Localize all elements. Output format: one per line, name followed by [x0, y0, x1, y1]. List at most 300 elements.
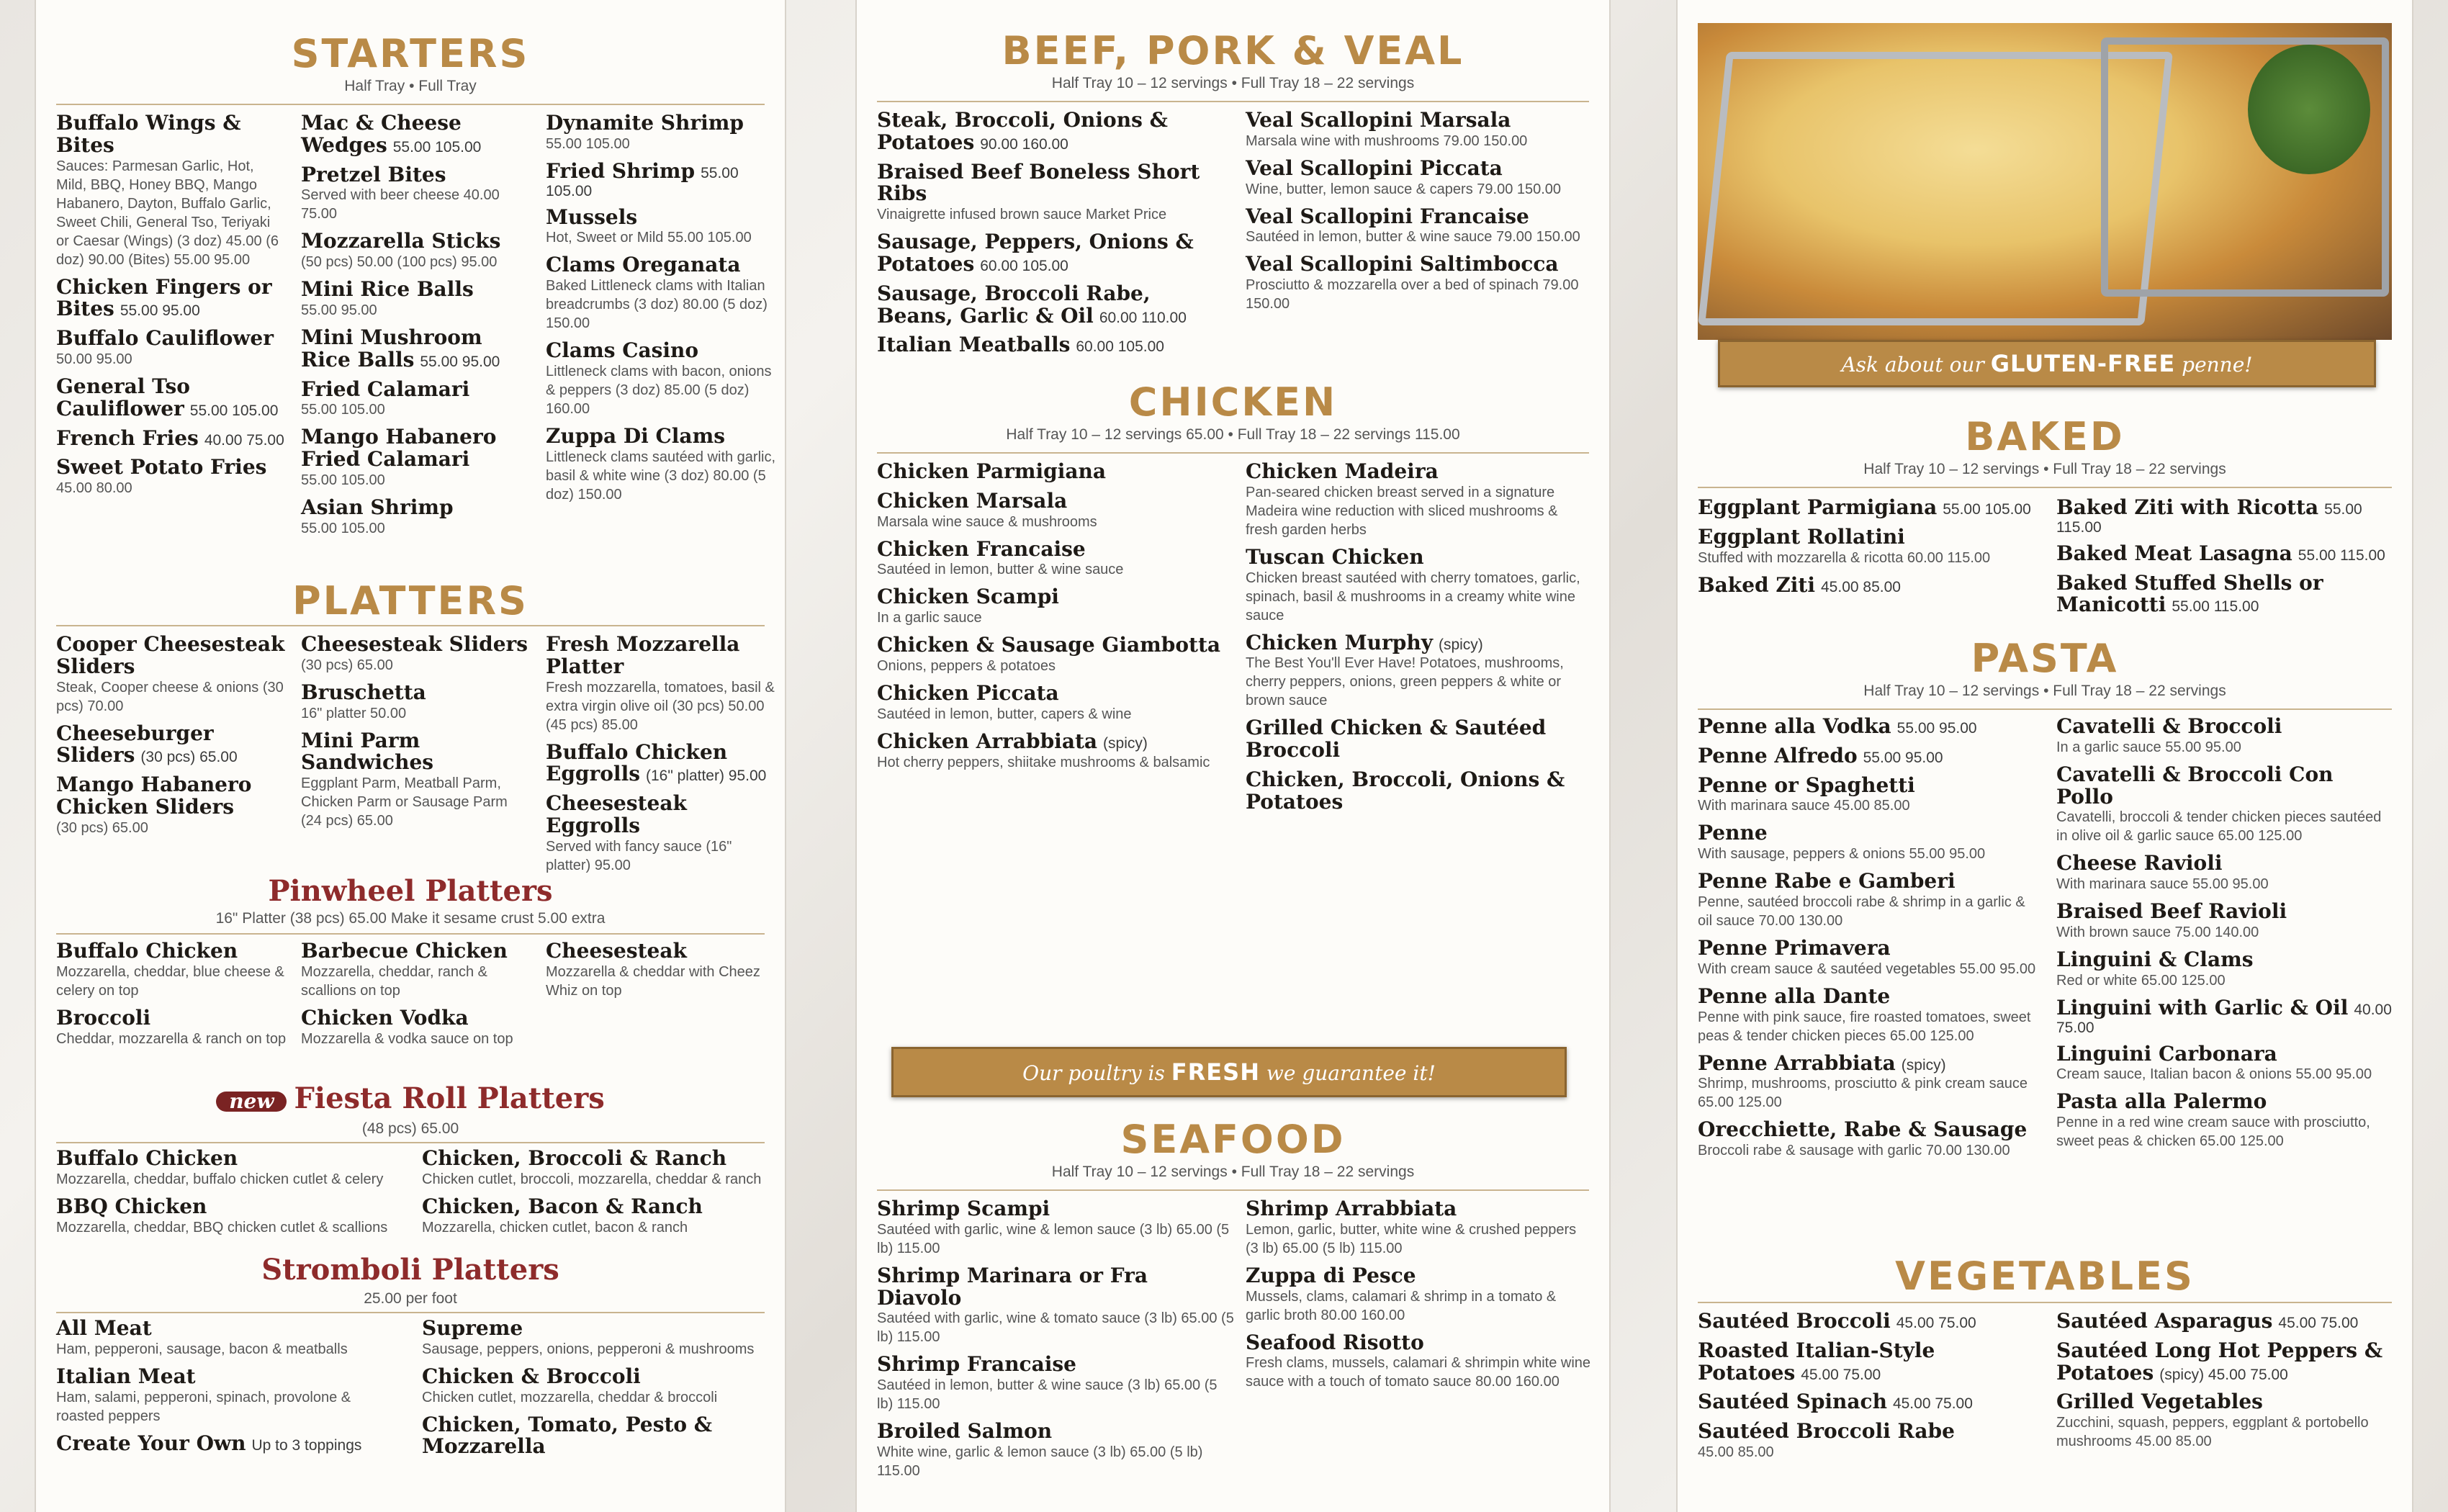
- menu-item-name: Supreme: [422, 1316, 523, 1340]
- menu-item: [301, 1007, 531, 1048]
- divider: [1698, 487, 2392, 488]
- menu-item-description: Sautéed in lemon, butter & wine sauce: [877, 562, 1124, 578]
- section-subtitle-pasta: Half Tray 10 – 12 servings • Full Tray 18 – 22 servings: [1863, 683, 2226, 699]
- menu-item-name: Sautéed Long Hot Peppers & Potatoes: [2056, 1338, 2383, 1385]
- menu-item-name: Baked Stuffed Shells or Manicotti: [2056, 570, 2323, 617]
- menu-item-price: 45.00 75.00: [2278, 1315, 2359, 1331]
- divider: [877, 101, 1589, 102]
- section-subtitle-seafood: Half Tray 10 – 12 servings • Full Tray 18 – 22 servings: [1051, 1164, 1415, 1180]
- menu-item: [2056, 949, 2395, 990]
- menu-item-description: Mozzarella, chicken cutlet, bacon & ranch: [422, 1219, 688, 1236]
- menu-item: [1698, 870, 2043, 930]
- menu-item-price: (spicy) 45.00 75.00: [2159, 1366, 2288, 1383]
- menu-item: [422, 1366, 775, 1407]
- menu-item: [56, 1007, 287, 1048]
- menu-item: [1698, 1391, 2043, 1413]
- menu-item-name: Penne alla Dante: [1698, 984, 1891, 1008]
- section-title-chicken: CHICKEN: [1128, 379, 1338, 425]
- menu-item-name: Mini Mushroom Rice Balls: [301, 325, 482, 372]
- menu-panel-middle: [857, 0, 1609, 1512]
- menu-item-price: 55.00 115.00: [2172, 598, 2259, 616]
- starters-col-2: [301, 112, 531, 545]
- menu-item-description: Lemon, garlic, butter, white wine & crushed peppers (3 lb) 65.00 (5 lb) 115.00: [1246, 1221, 1577, 1256]
- fiesta-title-text: Fiesta Roll Platters: [294, 1081, 605, 1115]
- menu-item-description: Pan-seared chicken breast served in a signature Madeira wine reduction with sliced mushrooms & fresh garden herbs: [1246, 484, 1558, 538]
- menu-item: [56, 456, 287, 498]
- baked-col-2: [2056, 497, 2395, 624]
- menu-item: [1246, 546, 1591, 625]
- menu-item-name: Braised Beef Boneless Short Ribs: [877, 159, 1200, 206]
- menu-item: [56, 634, 287, 716]
- menu-item-price: 60.00 110.00: [1099, 309, 1187, 326]
- section-title-stromboli: Stromboli Platters: [261, 1253, 559, 1287]
- menu-item-description: Mozzarella, cheddar, blue cheese & celery on top: [56, 963, 284, 999]
- menu-item: [301, 164, 531, 224]
- menu-item-name: Chicken, Bacon & Ranch: [422, 1194, 703, 1218]
- menu-item-name: Buffalo Chicken: [56, 939, 238, 963]
- menu-item-name: Mango Habanero Chicken Sliders: [56, 773, 252, 819]
- menu-item-description: Fresh mozzarella, tomatoes, basil & extra virgin olive oil (30 pcs) 50.00 (45 pcs) 85.00: [546, 679, 775, 733]
- section-subtitle-chicken: Half Tray 10 – 12 servings 65.00 • Full Tray 18 – 22 servings 115.00: [1006, 426, 1460, 443]
- divider: [877, 1189, 1589, 1191]
- menu-item: [2056, 997, 2395, 1036]
- menu-item-price: 55.00 105.00: [392, 138, 482, 156]
- menu-item: [1246, 1332, 1591, 1392]
- menu-item-description: White wine, garlic & lemon sauce (3 lb) 65.00 (5 lb) 115.00: [877, 1444, 1203, 1479]
- menu-item: [2056, 716, 2395, 757]
- menu-item-price: Up to 3 toppings: [251, 1436, 362, 1454]
- menu-item-description: With marinara sauce 45.00 85.00: [1698, 798, 1910, 814]
- menu-item-name: Mozzarella Sticks: [301, 229, 501, 253]
- salad-bowl: [2248, 45, 2370, 174]
- menu-item: [56, 276, 287, 321]
- menu-item-name: Penne Arrabbiata: [1698, 1050, 1896, 1075]
- section-subtitle-starters: Half Tray • Full Tray: [344, 78, 477, 94]
- menu-item-name: Shrimp Francaise: [877, 1352, 1076, 1377]
- menu-item: [546, 204, 776, 248]
- menu-item-description: Sautéed in lemon, butter & wine sauce (3 lb) 65.00 (5 lb) 115.00: [877, 1377, 1218, 1413]
- menu-item-description: (30 pcs) 65.00: [56, 819, 148, 836]
- menu-item: [56, 328, 287, 369]
- menu-item-description: Served with beer cheese 40.00 75.00: [301, 187, 500, 222]
- menu-item: [1698, 1421, 2043, 1462]
- platters-col-2: [301, 634, 531, 837]
- menu-item-price: (16" platter) 95.00: [645, 768, 767, 785]
- menu-item-price: (spicy): [1901, 1056, 1946, 1074]
- menu-item: [56, 774, 287, 837]
- menu-item-description: 16" platter 50.00: [301, 705, 407, 721]
- menu-item: [1698, 822, 2043, 863]
- divider: [56, 933, 765, 935]
- menu-item-description: Steak, Cooper cheese & onions (30 pcs) 70.00: [56, 679, 284, 714]
- menu-item-description: Chicken breast sautéed with cherry tomatoes, garlic, spinach, basil & mushrooms in a creamy white wine sauce: [1246, 570, 1580, 624]
- menu-item: [2056, 901, 2395, 942]
- menu-item-name: Bruschetta: [301, 680, 426, 704]
- menu-item: [301, 730, 531, 831]
- menu-item-price: 55.00 95.00: [1863, 749, 1943, 766]
- menu-item: [56, 428, 287, 450]
- menu-item-description: Mozzarella & vodka sauce on top: [301, 1030, 513, 1047]
- menu-item-description: The Best You'll Ever Have! Potatoes, mushrooms, cherry peppers, onions, green peppers & white or brown sauce: [1246, 655, 1564, 709]
- fiesta-col-2: [422, 1148, 775, 1244]
- menu-item-name: Penne Alfredo: [1698, 743, 1858, 768]
- pinwheel-col-1: [56, 940, 287, 1056]
- menu-item-description: With cream sauce & sautéed vegetables 55.00 95.00: [1698, 960, 2036, 977]
- menu-item-name: Chicken Murphy: [1246, 630, 1433, 654]
- banner-text-pre: Our poultry is: [1022, 1061, 1165, 1085]
- menu-item-description: Prosciutto & mozzarella over a bed of spinach 79.00 150.00: [1246, 277, 1579, 312]
- menu-item-name: Cheesesteak: [546, 939, 687, 963]
- menu-item-name: Chicken, Broccoli & Ranch: [422, 1146, 727, 1170]
- menu-item-price: 45.00 85.00: [1821, 578, 1901, 595]
- menu-item-name: Chicken Vodka: [301, 1005, 469, 1030]
- menu-item: [1698, 1310, 2043, 1333]
- banner-text-pre: Ask about our: [1841, 353, 1984, 377]
- menu-item-description: In a garlic sauce: [877, 610, 982, 626]
- menu-item: [877, 1265, 1237, 1347]
- menu-item-description: (50 pcs) 50.00 (100 pcs) 95.00: [301, 254, 498, 271]
- menu-item-name: Fried Shrimp: [546, 158, 696, 183]
- menu-item-description: 55.00 105.00: [301, 472, 385, 488]
- menu-item: [546, 158, 776, 199]
- menu-item-name: Baked Ziti: [1698, 572, 1815, 597]
- menu-item-name: Chicken & Broccoli: [422, 1364, 641, 1388]
- menu-item-name: Chicken Parmigiana: [877, 459, 1106, 483]
- menu-item-description: Stuffed with mozzarella & ricotta 60.00 115.00: [1698, 549, 1991, 566]
- menu-item-description: Penne in a red wine cream sauce with prosciutto, sweet peas & chicken 65.00 125.00: [2056, 1115, 2370, 1150]
- menu-item-name: Braised Beef Ravioli: [2056, 899, 2287, 924]
- divider: [1698, 1302, 2392, 1303]
- menu-item-description: Chicken cutlet, mozzarella, cheddar & broccoli: [422, 1389, 718, 1405]
- menu-panel-left: [36, 0, 785, 1512]
- banner-text-bold: GLUTEN-FREE: [1990, 350, 2176, 377]
- menu-item-description: Onions, peppers & potatoes: [877, 657, 1056, 674]
- menu-item: [2056, 1091, 2395, 1151]
- menu-item-name: Mac & Cheese Wedges: [301, 111, 462, 157]
- menu-item-name: Shrimp Scampi: [877, 1197, 1050, 1220]
- menu-item: [56, 112, 287, 269]
- pasta-col-1: [1698, 716, 2043, 1167]
- section-subtitle-beef: Half Tray 10 – 12 servings • Full Tray 18 – 22 servings: [1051, 75, 1415, 91]
- menu-item-name: Seafood Risotto: [1246, 1330, 1424, 1354]
- menu-item-name: Italian Meat: [56, 1364, 196, 1388]
- divider: [56, 1142, 765, 1143]
- menu-item: [2056, 1310, 2395, 1333]
- menu-item-name: Pasta alla Palermo: [2056, 1089, 2267, 1114]
- menu-item-name: Orecchiette, Rabe & Sausage: [1698, 1117, 2028, 1142]
- beef-col-2: [1246, 109, 1591, 320]
- menu-item: [546, 634, 776, 734]
- menu-item-name: Cheese Ravioli: [2056, 851, 2223, 876]
- menu-item: [56, 376, 287, 420]
- menu-item: [877, 283, 1223, 328]
- menu-item-description: Eggplant Parm, Meatball Parm, Chicken Parm or Sausage Parm (24 pcs) 65.00: [301, 775, 508, 829]
- chicken-col-2: [1246, 461, 1591, 821]
- menu-item: [2056, 1340, 2395, 1385]
- pinwheel-col-2: [301, 940, 531, 1056]
- menu-item-price: 55.00 105.00: [189, 402, 279, 419]
- menu-item-price: 55.00 115.00: [2298, 546, 2385, 564]
- menu-item: [1246, 253, 1591, 313]
- menu-item-name: Pretzel Bites: [301, 162, 446, 186]
- section-title-pasta: PASTA: [1971, 636, 2119, 681]
- seafood-col-2: [1246, 1198, 1591, 1398]
- menu-item: [301, 112, 531, 157]
- menu-item-name: Veal Scallopini Piccata: [1246, 156, 1503, 180]
- menu-item-price: 90.00 160.00: [980, 135, 1068, 153]
- divider: [56, 104, 765, 105]
- menu-item-name: General Tso Cauliflower: [56, 374, 190, 420]
- menu-item-price: (spicy): [1103, 734, 1148, 752]
- menu-item: [1246, 109, 1591, 150]
- baked-col-1: [1698, 497, 2043, 603]
- menu-item-name: Cavatelli & Broccoli Con Pollo: [2056, 762, 2334, 809]
- menu-item-name: Chicken Arrabbiata: [877, 729, 1098, 753]
- menu-item: [877, 161, 1223, 225]
- section-title-baked: BAKED: [1965, 414, 2125, 459]
- menu-item-name: Linguini Carbonara: [2056, 1041, 2277, 1066]
- menu-item: [1698, 745, 2043, 768]
- menu-item: [546, 739, 776, 786]
- section-title-vegetables: VEGETABLES: [1895, 1254, 2195, 1299]
- menu-item-price: 40.00 75.00: [204, 431, 284, 449]
- menu-item: [1698, 526, 2043, 567]
- menu-item-description: Littleneck clams sautéed with garlic, basil & white wine (3 doz) 80.00 (5 doz) 150.00: [546, 449, 776, 503]
- menu-item: [301, 682, 531, 723]
- menu-item: [2056, 497, 2395, 536]
- menu-item-price: 55.00 115.00: [2056, 501, 2362, 536]
- menu-item-description: Sautéed in lemon, butter & wine sauce 79.00 150.00: [1246, 229, 1580, 246]
- menu-item: [56, 1148, 402, 1189]
- menu-item: [877, 536, 1237, 580]
- menu-item-description: Sautéed with garlic, wine & tomato sauce (3 lb) 65.00 (5 lb) 115.00: [877, 1310, 1234, 1346]
- menu-item: [56, 723, 287, 768]
- section-title-seafood: SEAFOOD: [1120, 1117, 1346, 1162]
- menu-item-price: 55.00 105.00: [546, 164, 739, 199]
- menu-item-name: BBQ Chicken: [56, 1194, 207, 1218]
- new-badge: new: [216, 1092, 287, 1112]
- menu-item-name: Veal Scallopini Saltimbocca: [1246, 252, 1559, 276]
- menu-item-name: Cheesesteak Sliders: [301, 632, 528, 656]
- menu-item-description: Sauces: Parmesan Garlic, Hot, Mild, BBQ, Honey BBQ, Mango Habanero, Dayton, Buffalo Garlic, Sweet Chili, General Tso, Teriyaki or Caesar (Wings) (3 doz) 45.00 (6 doz) 90.00 (Bites) 55.00 95.00: [56, 158, 279, 268]
- menu-item-price: 45.00 75.00: [1892, 1395, 1973, 1413]
- section-title-fiesta: [36, 1081, 785, 1115]
- menu-item: [877, 231, 1223, 276]
- menu-item: [2056, 852, 2395, 894]
- menu-item-description: 55.00 105.00: [546, 135, 630, 152]
- menu-item-description: Zucchini, squash, peppers, eggplant & portobello mushrooms 45.00 85.00: [2056, 1415, 2369, 1450]
- menu-item: [2056, 1043, 2395, 1084]
- section-subtitle-stromboli: 25.00 per foot: [364, 1290, 457, 1307]
- menu-item: [1246, 769, 1591, 814]
- menu-item-description: 55.00 95.00: [301, 302, 377, 318]
- menu-item: [1246, 1198, 1591, 1258]
- pasta-col-2: [2056, 716, 2395, 1158]
- menu-item: [877, 586, 1237, 627]
- menu-item: [2056, 572, 2395, 617]
- section-title-platters: PLATTERS: [292, 578, 528, 624]
- menu-item-name: Chicken Francaise: [877, 536, 1086, 561]
- menu-item-description: Vinaigrette infused brown sauce Market Price: [877, 207, 1167, 223]
- menu-panel-right: [1678, 0, 2412, 1512]
- menu-item-name: Cheesesteak Eggrolls: [546, 791, 687, 837]
- menu-item-description: Littleneck clams with bacon, onions & peppers (3 doz) 85.00 (5 doz) 160.00: [546, 364, 772, 418]
- menu-item-description: Sautéed with garlic, wine & lemon sauce (3 lb) 65.00 (5 lb) 115.00: [877, 1221, 1230, 1256]
- fiesta-col-1: [56, 1148, 402, 1244]
- menu-item: [1246, 158, 1591, 199]
- menu-item-name: Cooper Cheesesteak Sliders: [56, 632, 285, 678]
- menu-item-name: Buffalo Chicken Eggrolls: [546, 739, 728, 786]
- menu-item-name: Italian Meatballs: [877, 333, 1071, 357]
- menu-item-name: Mini Rice Balls: [301, 277, 474, 302]
- menu-item: [56, 1433, 402, 1455]
- menu-item-name: Create Your Own: [56, 1431, 246, 1455]
- menu-item: [56, 1366, 402, 1426]
- menu-item-name: Mussels: [546, 204, 638, 229]
- menu-item-description: Mozzarella, cheddar, BBQ chicken cutlet & scallions: [56, 1219, 388, 1236]
- section-title-pinwheel: Pinwheel Platters: [268, 874, 553, 908]
- fresh-poultry-banner: [891, 1047, 1567, 1097]
- menu-item-name: Zuppa Di Clams: [546, 424, 725, 449]
- menu-item-price: 40.00 75.00: [2056, 1001, 2392, 1036]
- menu-item-description: Mozzarella & cheddar with Cheez Whiz on top: [546, 963, 760, 999]
- menu-item-name: Penne or Spaghetti: [1698, 773, 1915, 797]
- menu-item: [546, 254, 776, 333]
- menu-item: [1246, 1265, 1591, 1325]
- gluten-free-banner: [1718, 340, 2376, 387]
- menu-item-name: Chicken Madeira: [1246, 459, 1439, 483]
- menu-item-name: Sausage, Broccoli Rabe, Beans, Garlic & Oil: [877, 281, 1151, 328]
- menu-item: [422, 1196, 775, 1237]
- menu-item-description: Cheddar, mozzarella & ranch on top: [56, 1030, 287, 1047]
- menu-item-name: Chicken, Broccoli, Onions & Potatoes: [1246, 767, 1565, 814]
- menu-item-description: Hot, Sweet or Mild 55.00 105.00: [546, 230, 752, 246]
- menu-item-name: Chicken Piccata: [877, 680, 1059, 705]
- menu-item-name: Fresh Mozzarella Platter: [546, 632, 740, 678]
- menu-item-name: Buffalo Chicken: [56, 1146, 238, 1170]
- menu-item-description: In a garlic sauce 55.00 95.00: [2056, 739, 2241, 755]
- menu-item: [301, 426, 531, 490]
- section-title-starters: STARTERS: [291, 31, 530, 76]
- menu-item-name: Fried Calamari: [301, 377, 470, 401]
- menu-item-name: Zuppa di Pesce: [1246, 1263, 1416, 1287]
- banner-text-post: we guarantee it!: [1266, 1061, 1436, 1085]
- menu-item: [877, 109, 1223, 154]
- banner-text-bold: FRESH: [1171, 1058, 1260, 1086]
- menu-item: [2056, 543, 2395, 565]
- menu-item-price: 55.00 95.00: [120, 302, 200, 320]
- menu-item-name: Veal Scallopini Francaise: [1246, 204, 1529, 228]
- menu-item-name: Chicken Marsala: [877, 488, 1068, 513]
- menu-item-description: Hot cherry peppers, shiitake mushrooms & balsamic: [877, 754, 1210, 770]
- menu-item: [877, 634, 1237, 675]
- menu-item: [877, 461, 1237, 483]
- menu-item: [1246, 717, 1591, 762]
- menu-item: [877, 1198, 1237, 1258]
- menu-item: [301, 497, 531, 538]
- beef-col-1: [877, 109, 1223, 364]
- menu-item-description: With sausage, peppers & onions 55.00 95.00: [1698, 846, 1986, 863]
- divider: [1698, 708, 2392, 710]
- menu-item-name: Mango Habanero Fried Calamari: [301, 425, 497, 472]
- menu-item-price: 45.00 75.00: [1896, 1315, 1976, 1331]
- menu-item-description: Wine, butter, lemon sauce & capers 79.00 150.00: [1246, 181, 1562, 197]
- menu-item-price: 55.00 95.00: [1896, 720, 1977, 737]
- menu-item: [301, 230, 531, 271]
- section-subtitle-baked: Half Tray 10 – 12 servings • Full Tray 18 – 22 servings: [1863, 461, 2226, 477]
- menu-item: [422, 1148, 775, 1189]
- menu-item-description: 50.00 95.00: [56, 351, 132, 367]
- menu-item-name: Cavatelli & Broccoli: [2056, 714, 2282, 738]
- menu-item-description: Red or white 65.00 125.00: [2056, 972, 2226, 989]
- menu-item-price: 60.00 105.00: [1076, 338, 1164, 356]
- menu-item: [56, 1318, 402, 1359]
- menu-item-description: With brown sauce 75.00 140.00: [2056, 924, 2259, 940]
- menu-item-description: Fresh clams, mussels, calamari & shrimpin white wine sauce with a touch of tomato sauce 80.00 160.00: [1246, 1355, 1591, 1390]
- menu-item-description: (30 pcs) 65.00: [301, 657, 393, 673]
- section-subtitle-fiesta: (48 pcs) 65.00: [361, 1120, 459, 1137]
- menu-item-name: Penne Rabe e Gamberi: [1698, 869, 1956, 894]
- menu-item-description: With marinara sauce 55.00 95.00: [2056, 876, 2269, 893]
- menu-item-price: (30 pcs) 65.00: [140, 749, 238, 766]
- menu-item-description: Baked Littleneck clams with Italian breadcrumbs (3 doz) 80.00 (5 doz) 150.00: [546, 278, 768, 332]
- menu-item-name: Buffalo Wings & Bites: [56, 111, 241, 157]
- divider: [56, 1312, 765, 1313]
- menu-item-name: Cheeseburger Sliders: [56, 721, 214, 768]
- menu-item-name: Sautéed Asparagus: [2056, 1309, 2273, 1333]
- menu-item: [546, 426, 776, 504]
- menu-item: [301, 279, 531, 320]
- menu-item: [1698, 497, 2043, 519]
- menu-item-name: Chicken Fingers or Bites: [56, 274, 272, 321]
- menu-item-name: Chicken, Tomato, Pesto & Mozzarella: [422, 1412, 713, 1459]
- menu-item-name: Buffalo Cauliflower: [56, 326, 274, 351]
- menu-item-name: Dynamite Shrimp: [546, 111, 744, 135]
- menu-item: [56, 940, 287, 1000]
- menu-item: [1698, 1119, 2043, 1160]
- menu-item-name: Penne alla Vodka: [1698, 714, 1891, 738]
- menu-item-description: Marsala wine sauce & mushrooms: [877, 513, 1097, 530]
- menu-item-name: Clams Oreganata: [546, 253, 741, 277]
- menu-item-name: Penne Primavera: [1698, 935, 1891, 960]
- stromboli-col-2: [422, 1318, 775, 1465]
- menu-item: [301, 327, 531, 372]
- menu-item: [301, 634, 531, 675]
- banner-text-post: penne!: [2182, 353, 2253, 377]
- menu-item: [546, 793, 776, 875]
- menu-item-name: Steak, Broccoli, Onions & Potatoes: [877, 108, 1168, 154]
- menu-item-price: 45.00 75.00: [1801, 1366, 1881, 1383]
- menu-item: [56, 1196, 402, 1237]
- menu-item-name: Chicken & Sausage Giambotta: [877, 633, 1221, 657]
- menu-item-description: Sautéed in lemon, butter, capers & wine: [877, 706, 1132, 722]
- menu-item-name: Veal Scallopini Marsala: [1246, 108, 1511, 132]
- menu-item-name: Eggplant Parmigiana: [1698, 495, 1938, 519]
- section-subtitle-pinwheel: 16" Platter (38 pcs) 65.00 Make it sesame crust 5.00 extra: [215, 910, 606, 927]
- menu-item-name: Sautéed Broccoli Rabe: [1698, 1419, 1955, 1444]
- menu-item-description: Mussels, clams, calamari & shrimp in a tomato & garlic broth 80.00 160.00: [1246, 1288, 1557, 1323]
- menu-item-description: Ham, salami, pepperoni, spinach, provolone & roasted peppers: [56, 1389, 351, 1424]
- menu-item: [1246, 206, 1591, 247]
- menu-item: [2056, 764, 2395, 846]
- menu-item: [1246, 632, 1591, 711]
- menu-item-description: 45.00 85.00: [1698, 1444, 1774, 1460]
- menu-item-name: Penne: [1698, 821, 1768, 845]
- starters-col-3: [546, 112, 776, 511]
- platters-col-1: [56, 634, 287, 845]
- menu-item: [877, 1354, 1237, 1413]
- pinwheel-col-3: [546, 940, 776, 1007]
